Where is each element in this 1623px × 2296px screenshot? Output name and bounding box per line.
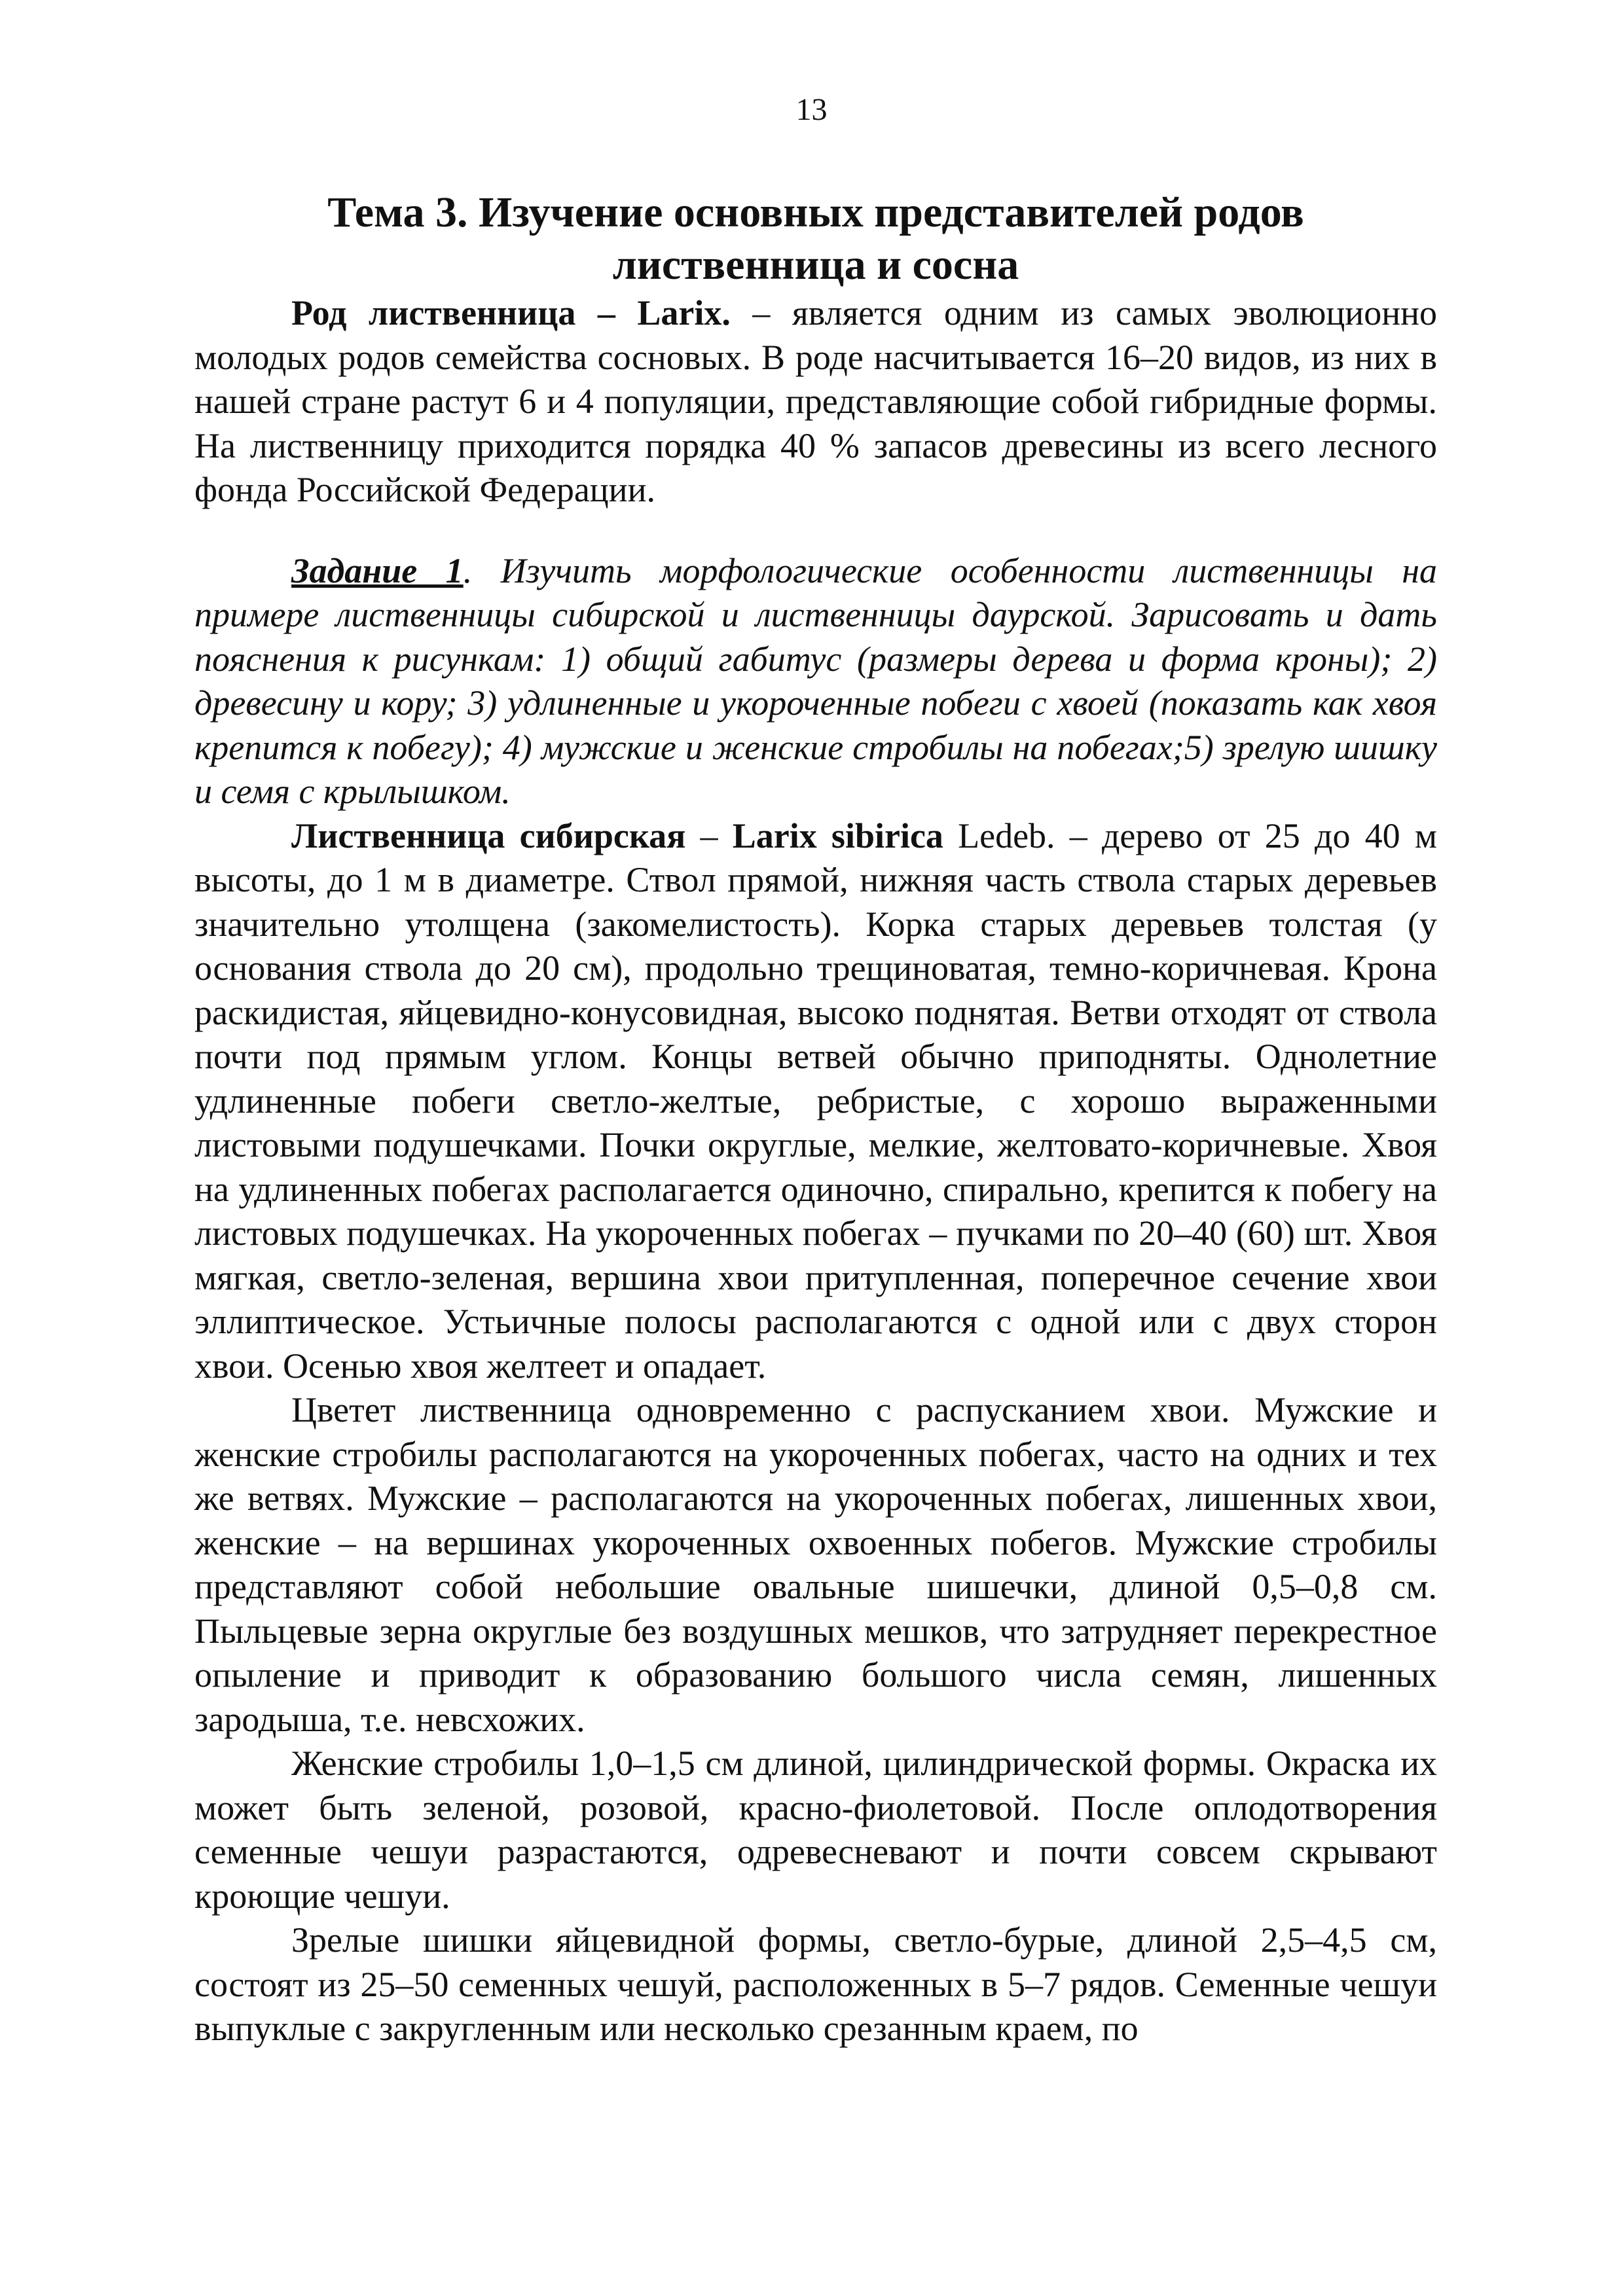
species-paragraph xyxy=(194,814,1437,1389)
intro-text: – является одним из самых эволюционно молодых родов семейства сосновых. В роде насчитывается 16–20 видов, из них в нашей стране растут 6 и 4 популяции, представляющие собой гибридные формы. На лиственницу приходится порядка 40 % запасов древесины из всего лесного фонда Российской Федерации. xyxy=(194,293,1437,509)
species-author: Ledeb. xyxy=(943,816,1055,855)
mature-cones-paragraph: Зрелые шишки яйцевидной формы, светло-бурые, длиной 2,5–4,5 см, состоят из 25–50 семенных чешуй, расположенных в 5–7 рядов. Семенные чешуи выпуклые с закругленным или несколько срезанным краем, по xyxy=(194,1920,1437,2048)
task-text: . Изучить морфологические особенности лиственницы на примере лиственницы сибирской и лиственницы даурской. Зарисовать и дать пояснения к рисункам: 1) общий габитус (размеры дерева и форма кроны); 2) древесину и кору; 3) удлиненные и укороченные побеги с хвоей (показать как хвоя крепится к побегу); 4) мужские и женские стробилы на побегах;5) зрелую шишку и семя с крылышком. xyxy=(194,550,1437,811)
title-line-1: Тема 3. Изучение основных представителей родов xyxy=(327,188,1304,236)
species-name-lat: Larix sibirica xyxy=(732,816,943,855)
species-text: – дерево от 25 до 40 м высоты, до 1 м в диаметре. Ствол прямой, нижняя часть ствола старых деревьев значительно утолщена (закомелистость). Корка старых деревьев толстая (у основания ствола до 20 см), продольно трещиноватая, темно-коричневая. Крона раскидистая, яйцевидно-конусовидная, высоко поднятая. Ветви отходят от ствола почти под прямым углом. Концы ветвей обычно приподняты. Однолетние удлиненные побеги светло-желтые, ребристые, с хорошо выраженными листовыми подушечками. Почки округлые, мелкие, желтовато-коричневые. Хвоя на удлиненных побегах располагается одиночно, спирально, крепится к побегу на листовых подушечках. На укороченных побегах – пучками по 20–40 (60) шт. Хвоя мягкая, светло-зеленая, вершина хвои притупленная, поперечное сечение хвои эллиптическое. Устьичные полосы располагаются с одной или с двух сторон хвои. Осенью хвоя желтеет и опадает. xyxy=(194,816,1438,1386)
title-line-2: лиственница и сосна xyxy=(612,241,1019,289)
flowering-paragraph: Цветет лиственница одновременно с распусканием хвои. Мужские и женские стробилы располагаются на укороченных побегах, часто на одних и тех же ветвях. Мужские – располагаются на укороченных побегах, лишенных хвои, женские – на вершинах укороченных охвоенных побегов. Мужские стробилы представляют собой небольшие овальные шишечки, длиной 0,5–0,8 см. Пыльцевые зерна округлые без воздушных мешков, что затрудняет перекрестное опыление и приводит к образованию большого числа семян, лишенных зародыша, т.е. невсхожих. xyxy=(194,1390,1437,1739)
intro-paragraph xyxy=(194,291,1437,512)
page-content xyxy=(194,187,1437,2051)
page-title xyxy=(194,187,1437,291)
intro-term: Род лиственница – Larix. xyxy=(291,293,731,332)
task-paragraph xyxy=(194,549,1437,814)
female-strobili-paragraph: Женские стробилы 1,0–1,5 см длиной, цилиндрической формы. Окраска их может быть зеленой, розовой, красно-фиолетовой. После оплодотворения семенные чешуи разрастаются, одревесневают и почти совсем скрывают кроющие чешуи. xyxy=(194,1744,1437,1916)
page-number: 13 xyxy=(795,92,828,127)
species-dash: – xyxy=(685,816,733,855)
task-label: Задание 1 xyxy=(291,550,464,590)
species-name-ru: Лиственница сибирская xyxy=(291,816,686,855)
